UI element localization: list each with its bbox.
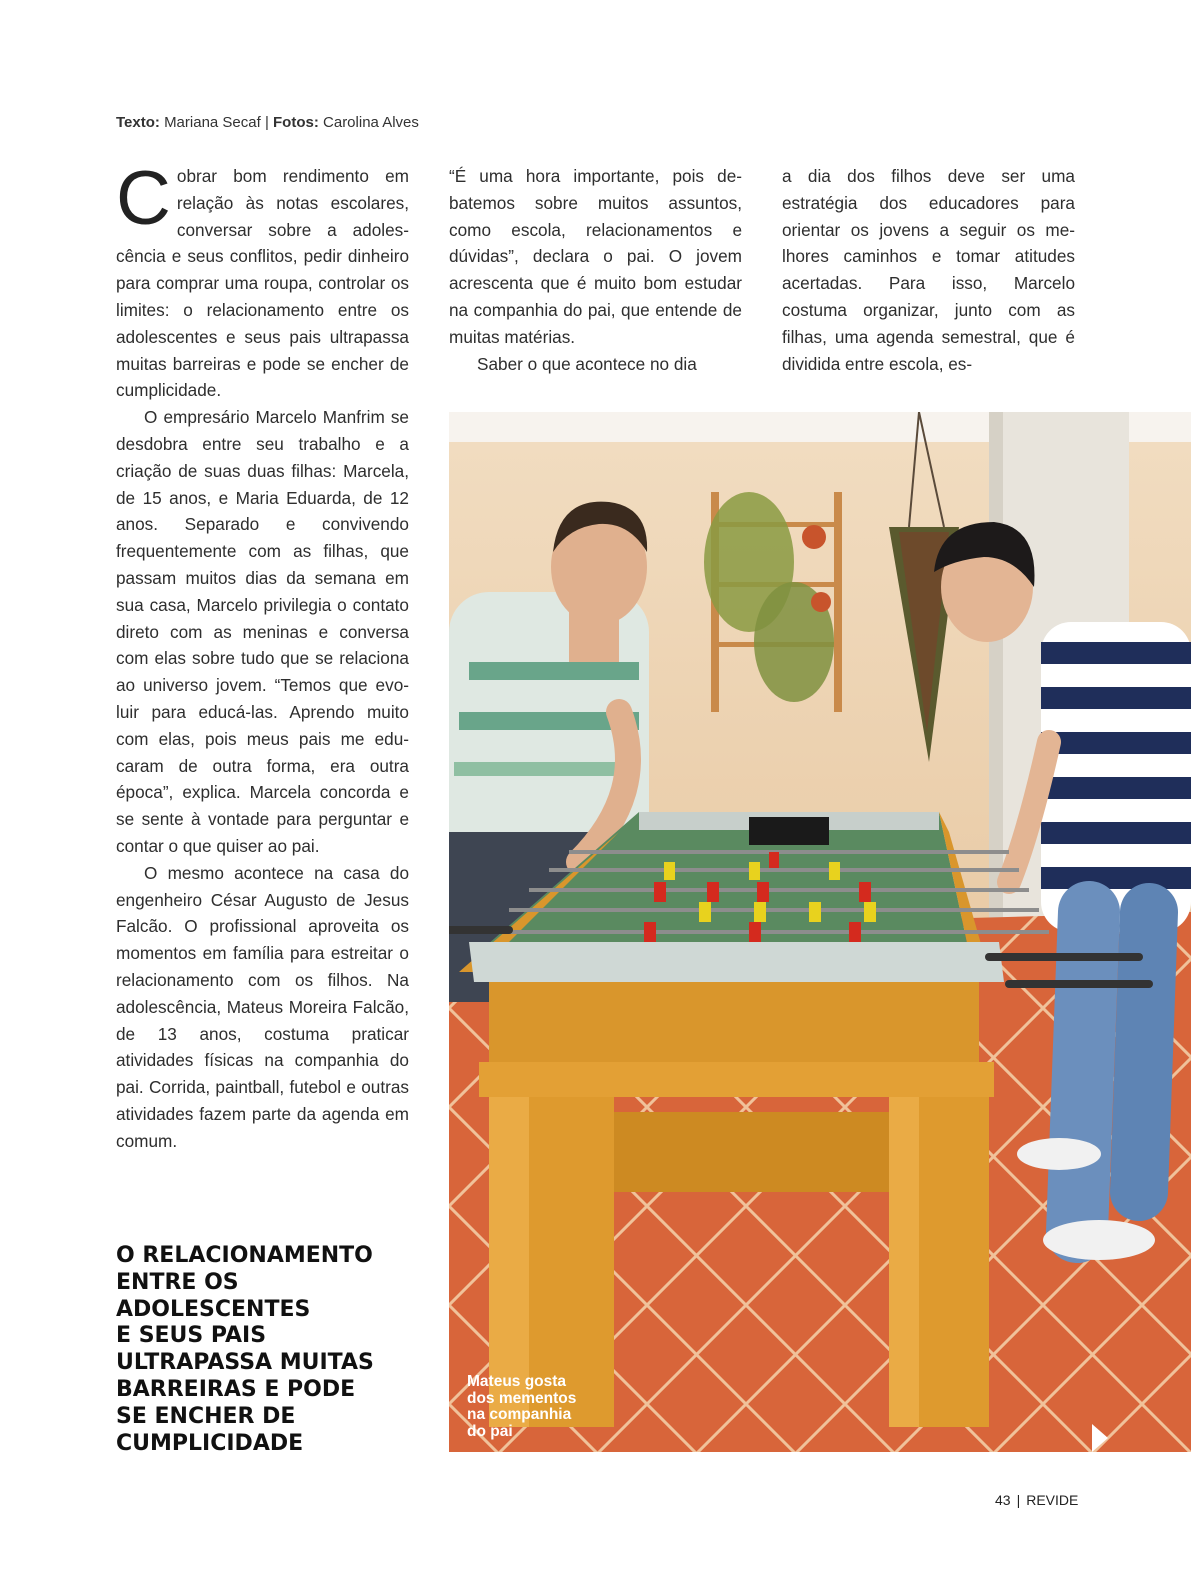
caption-line: do pai (467, 1422, 513, 1440)
page-number: 43 (995, 1492, 1011, 1508)
article-paragraph: a dia dos filhos deve ser uma estratégia dos educadores para orientar os jovens a seguir os melhores caminhos e tomar atitudes acertadas. Para isso, Marcelo costuma organizar, junto com as filhas, uma agenda semestral, que é dividida entre escola, es- (782, 166, 1075, 374)
article-column-2 (449, 163, 742, 377)
text-credit-author: Mariana Secaf (164, 114, 261, 131)
caption-line: na companhia (467, 1406, 572, 1423)
pull-quote-line: SE ENCHER DE (116, 1403, 296, 1429)
text-credit-label: Texto: (116, 114, 160, 131)
magazine-name: REVIDE (1026, 1492, 1079, 1508)
article-paragraph: “É uma hora importante, pois debatemos sobre muitos assuntos, como escola, relacionamentos e dúvidas”, declara o pai. O jovem acrescenta que é muito bom estudar na companhia do pai, que entende de muitas matérias. (449, 166, 742, 347)
pull-quote-line: BARREIRAS E PODE (116, 1376, 356, 1402)
pull-quote-line: E SEUS PAIS (116, 1323, 267, 1349)
article-paragraph: O mesmo acontece na casa do engenheiro César Augusto de Jesus Falcão. O profissional aproveita os momentos em família para estreitar o relacionamento com os filhos. Na adolescência, Mateus Moreira Falcão, de 13 anos, costuma praticar atividades físicas na companhia do pai. Corrida, paintball, futebol e outras atividades fazem parte da agenda em comum. (116, 862, 409, 1151)
article-column-3 (782, 163, 1075, 377)
pull-quote-line: CUMPLICIDADE (116, 1430, 304, 1456)
article-paragraph: Saber o que acontece no dia (477, 353, 697, 374)
photo-credit-label: Fotos: (273, 114, 319, 131)
continue-arrow-icon (1090, 1422, 1110, 1454)
drop-cap: C (116, 156, 171, 241)
photo-text-credits: Texto: Mariana Secaf | Fotos: Carolina Alves (116, 114, 419, 131)
paragraph-text: obrar bom rendimento em relação às notas escolares, conversar sobre a adolescência e seus conflitos, pedir dinheiro para comprar uma roupa, controlar os limites: o relacionamento entre os adolescentes e seus pais ultrapassa muitas barreiras e pode se encher de cumplicidade. (116, 166, 409, 401)
caption-line: dos mementos (467, 1389, 577, 1407)
article-photo (449, 412, 1191, 1452)
photo-caption (467, 1374, 607, 1440)
foosball-scene-illustration (449, 412, 1191, 1452)
pull-quote (116, 1243, 416, 1457)
photo-credit-author: Carolina Alves (323, 114, 419, 131)
pull-quote-line: ULTRAPASSA MUITAS (116, 1350, 374, 1376)
pull-quote-line: ADOLESCENTES (116, 1296, 311, 1322)
article-paragraph (116, 156, 409, 404)
article-paragraph: O empresário Marcelo Manfrim se desdobra entre seu trabalho e a criação de suas duas filhas: Marcela, de 15 anos, e Maria Eduarda, de 12 anos. Separado e convivendo frequentemente com as filhas, que passam muitos dias da semana em sua casa, Marcelo privilegia o contato direto com as meninas e conversa com elas sobre tudo que se relaciona ao universo jovem. “Temos que evoluir para educá-las. Aprendo muito com elas, pois meus pais me educaram de outra forma, era outra época”, explica. Marcela concorda e se sente à vontade para perguntar e contar o que quiser ao pai. (116, 407, 409, 856)
article-column-1 (116, 156, 409, 1154)
pull-quote-line: O RELACIONAMENTO (116, 1243, 373, 1268)
page-footer (995, 1492, 1078, 1508)
pull-quote-line: ENTRE OS (116, 1269, 239, 1295)
caption-line: Mateus gosta (467, 1373, 567, 1390)
footer-separator: | (1016, 1492, 1021, 1508)
